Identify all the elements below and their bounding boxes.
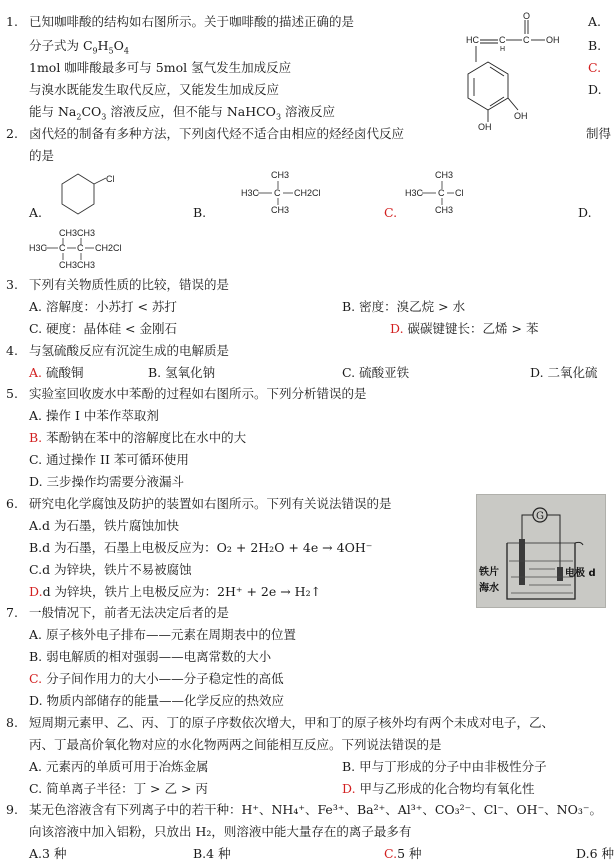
q7-option-c[interactable]: C. 分子间作用力的大小——分子稳定性的高低 [29,671,284,686]
svg-text:OH: OH [478,122,492,132]
svg-text:CH3: CH3 [435,170,454,180]
q1-number: 1. [6,14,18,29]
q1-stem: 已知咖啡酸的结构如右图所示。关于咖啡酸的描述正确的是 [29,14,355,29]
q1-option-b-text: 1mol 咖啡酸最多可与 5mol 氢气发生加成反应 [29,60,292,75]
q4-option-c[interactable]: C. 硫酸亚铁 [342,365,410,380]
svg-text:C: C [59,243,66,253]
svg-text:CH2Cl: CH2Cl [95,243,122,253]
q5-option-c[interactable]: C. 通过操作 II 苯可循环使用 [29,452,189,467]
q6-option-c[interactable]: C.d 为锌块，铁片不易被腐蚀 [29,562,192,577]
q8-option-b[interactable]: B. 甲与丁形成的分子中由非极性分子 [342,759,547,774]
svg-text:C: C [523,35,530,45]
svg-text:CH3: CH3 [271,170,290,180]
seawater-label: 海水 [479,583,499,594]
q7-number: 7. [6,605,18,620]
q3-stem: 下列有关物质性质的比较，错误的是 [29,277,230,292]
q8-stem: 短周期元素甲、乙、丙、丁的原子序数依次增大，甲和丁的原子核外均有两个未成对电子，乙、 [29,715,555,730]
svg-text:CH3CH3: CH3CH3 [59,228,96,238]
q4-stem: 与氢硫酸反应有沉淀生成的电解质是 [29,343,230,358]
q5-option-d[interactable]: D. 三步操作均需要分液漏斗 [29,474,185,489]
q6-number: 6. [6,496,18,511]
q5-option-b[interactable]: B. 苯酚钠在苯中的溶解度比在水中的大 [29,430,247,445]
svg-text:C: C [499,35,506,45]
svg-text:C: C [274,188,281,198]
q1-option-a-text: 分子式为 $C_9H_5O_4$ [29,38,129,56]
q1-option-d-label[interactable]: D. [588,82,602,97]
q4-option-b[interactable]: B. 氢氧化钠 [148,365,216,380]
corrosion-apparatus-figure [476,494,606,608]
svg-text:CH3CH3: CH3CH3 [59,260,96,270]
q2-option-c-label[interactable]: C. [384,205,398,220]
q5-number: 5. [6,386,18,401]
q9-option-a[interactable]: A.3 种 [29,846,67,861]
q9-stem: 某无色溶液含有下列离子中的若干种：H⁺、NH₄⁺、Fe³⁺、Ba²⁺、Al³⁺、CO₃²⁻、Cl⁻、OH⁻、NO₃⁻。 [29,802,602,817]
q5-stem: 实验室回收废水中苯酚的过程如右图所示。下列分析错误的是 [29,386,367,401]
tert-butyl-chloride-structure [404,168,474,218]
svg-text:Cl: Cl [106,174,115,184]
q1-option-c-text: 与溴水既能发生取代反应，又能发生加成反应 [29,82,280,97]
q6-stem: 研究电化学腐蚀及防护的装置如右图所示。下列有关说法错误的是 [29,496,392,511]
svg-text:O: O [523,11,531,21]
q3-number: 3. [6,277,18,292]
q6-option-a[interactable]: A.d 为石墨，铁片腐蚀加快 [29,518,179,533]
q7-stem: 一般情况下，前者无法决定后者的是 [29,605,230,620]
q7-option-d[interactable]: D. 物质内部储存的能量——化学反应的热效应 [29,693,285,708]
svg-text:CH3: CH3 [271,205,290,215]
tetramethyl-chlorobutane-structure [28,226,128,274]
chlorocyclohexane-structure [48,172,118,222]
q4-option-a[interactable]: A. 硫酸铜 [29,365,84,380]
q2-option-d-label[interactable]: D. [578,205,592,220]
q3-option-a[interactable]: A. 溶解度：小苏打 < 苏打 [29,299,177,314]
q2-option-a-label[interactable]: A. [29,205,43,220]
q7-option-a[interactable]: A. 原子核外电子排布——元素在周期表中的位置 [29,627,297,642]
q2-option-b-label[interactable]: B. [193,205,207,220]
q1-option-a-label[interactable]: A. [588,14,602,29]
q8-option-c[interactable]: C. 简单离子半径：丁 > 乙 > 丙 [29,781,208,796]
q2-stem-line2: 的是 [29,148,55,163]
q8-number: 8. [6,715,18,730]
q2-stem: 卤代烃的制备有多种方法，下列卤代烃不适合由相应的烃经卤代反应 [29,126,405,141]
svg-text:H3C: H3C [405,188,424,198]
q7-option-b[interactable]: B. 弱电解质的相对强弱——电离常数的大小 [29,649,272,664]
q5-option-a[interactable]: A. 操作 I 中苯作萃取剂 [29,408,159,423]
q1-option-c-label[interactable]: C. [588,60,602,75]
q6-option-d[interactable]: D.d 为锌块，铁片上电极反应为：2H⁺ + 2e → H₂↑ [29,584,322,599]
svg-text:OH: OH [546,35,560,45]
svg-text:OH: OH [514,111,528,121]
q8-option-d[interactable]: D. 甲与乙形成的化合物均有氧化性 [342,781,535,796]
svg-text:H3C: H3C [29,243,48,253]
neopentyl-chloride-structure [240,168,330,218]
electrode-d-label: 电极 d [565,568,596,579]
galvanometer-label: G [536,511,544,522]
q3-option-d[interactable]: D. 碳碳键键长：乙烯 > 苯 [390,321,539,336]
svg-text:CH2Cl: CH2Cl [294,188,321,198]
q9-option-c[interactable]: C.5 种 [384,846,422,861]
q2-stem-tail: 制得 [586,126,612,141]
q4-option-d[interactable]: D. 二氧化硫 [530,365,598,380]
svg-text:CH3: CH3 [435,205,454,215]
q1-option-b-label[interactable]: B. [588,38,602,53]
q3-option-b[interactable]: B. 密度：溴乙烷 > 水 [342,299,466,314]
svg-text:Cl: Cl [455,188,464,198]
q4-number: 4. [6,343,18,358]
svg-text:C: C [438,188,445,198]
svg-text:H3C: H3C [241,188,260,198]
q9-stem-line2: 向该溶液中加入铝粉，只放出 H₂，则溶液中能大量存在的离子最多有 [29,824,412,839]
svg-text:C: C [77,243,84,253]
iron-sheet-label: 铁片 [479,567,499,578]
q2-number: 2. [6,126,18,141]
q6-option-b[interactable]: B.d 为石墨，石墨上电极反应为：O₂ + 2H₂O + 4e → 4OH⁻ [29,540,373,555]
q9-option-b[interactable]: B.4 种 [193,846,231,861]
q1-option-d-text: 能与 $Na_2CO_3$ 溶液反应，但不能与 NaHCO$_3$ 溶液反应 [29,104,336,122]
q9-option-d[interactable]: D.6 种 [576,846,614,861]
svg-text:H: H [500,46,506,53]
q3-option-c[interactable]: C. 硬度：晶体硅 < 金刚石 [29,321,177,336]
q8-option-a[interactable]: A. 元素丙的单质可用于冶炼金属 [29,759,209,774]
q8-stem-line2: 丙、丁最高价氧化物对应的水化物两两之间能相互反应。下列说法错误的是 [29,737,442,752]
struct-hc: HC [466,35,479,45]
caffeic-acid-structure [460,10,560,130]
q9-number: 9. [6,802,18,817]
